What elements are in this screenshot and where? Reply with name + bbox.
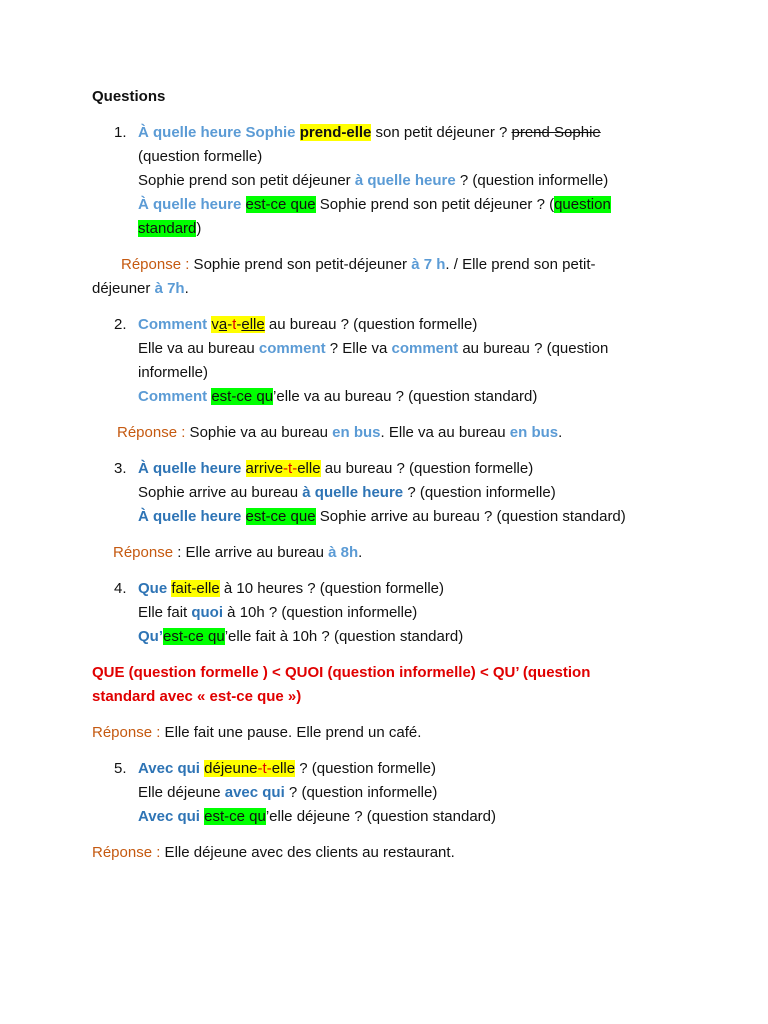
q2-standard-interrogative: Comment xyxy=(138,388,212,405)
q3-line-3 xyxy=(138,507,626,527)
q2-line-2 xyxy=(138,339,608,359)
q5-euphonic-t: -t- xyxy=(257,760,272,777)
q2-euphonic-t: t xyxy=(232,316,237,333)
q1-line-3 xyxy=(138,171,608,191)
q4-interrogative: Que xyxy=(138,580,168,597)
q1-inversion-highlight: prend-elle xyxy=(299,124,372,141)
q3-pronoun: elle xyxy=(297,460,321,477)
q5-formal-text: ? (question formelle) xyxy=(295,760,436,777)
q2-line-4 xyxy=(138,387,537,407)
q2-hyphen-1: - xyxy=(227,316,233,333)
q3-number: 3. xyxy=(114,460,127,477)
r2-text-2: . Elle va au bureau xyxy=(380,424,510,441)
q2-informal-text-2: ? Elle va xyxy=(325,340,392,357)
q1-number: 1. xyxy=(114,124,127,141)
r1-text-3: déjeuner xyxy=(92,280,155,297)
q1-standard-interrogative: À quelle heure xyxy=(138,196,246,213)
q5-pronoun: elle xyxy=(271,760,296,777)
q3-line-2 xyxy=(138,483,556,503)
q1-informal-interrogative: à quelle heure xyxy=(354,172,456,189)
q5-informal-text: Elle déjeune xyxy=(138,784,225,801)
q3-euphonic-t: -t- xyxy=(283,460,298,477)
q5-line-2 xyxy=(138,783,437,803)
q2-hyphen-2: - xyxy=(236,316,242,333)
q1-question-highlight: question xyxy=(554,196,611,213)
q1-line-4 xyxy=(138,195,611,215)
q1-line-1 xyxy=(114,123,601,143)
q4-line-3 xyxy=(138,627,463,647)
q2-line-3: informelle) xyxy=(138,364,209,381)
q4-informal-label: à 10h ? (question informelle) xyxy=(223,604,418,621)
q3-verb: arrive xyxy=(245,460,284,477)
r4-text: Elle fait une pause. Elle prend un café. xyxy=(160,724,422,741)
q2-number: 2. xyxy=(114,316,127,333)
q4-line-1 xyxy=(114,579,444,599)
r1-text-2: . / Elle prend son petit- xyxy=(445,256,596,273)
r2-line-1 xyxy=(117,423,562,443)
q5-line-3 xyxy=(138,807,496,827)
q4-line-2 xyxy=(138,603,417,623)
q3-est-ce-que-highlight: est-ce que xyxy=(245,508,316,525)
r4-line-1 xyxy=(92,723,421,743)
q5-informal-avec-qui: avec qui xyxy=(224,784,285,801)
r4-label: Réponse : xyxy=(92,724,161,741)
q1-interrogative: À quelle heure Sophie xyxy=(138,124,300,141)
r1-label: Réponse : xyxy=(121,256,190,273)
q4-est-ce-qu-highlight: est-ce qu xyxy=(163,628,225,645)
q5-est-ce-qu-highlight: est-ce qu xyxy=(204,808,266,825)
q3-informal-interrogative: à quelle heure xyxy=(302,484,404,501)
q2-est-ce-qu-highlight: est-ce qu xyxy=(211,388,274,405)
q2-informal-comment-1: comment xyxy=(258,340,326,357)
q2-pronoun: elle xyxy=(241,316,265,333)
q2-verb-a: a xyxy=(218,316,228,333)
q1-est-ce-que-highlight: est-ce que xyxy=(245,196,316,213)
q2-line-1 xyxy=(114,315,477,335)
q3-formal-text: au bureau ? (question formelle) xyxy=(320,460,534,477)
q1-strikethrough: prend Sophie xyxy=(511,124,601,141)
r5-label: Réponse : xyxy=(92,844,161,861)
q1-text: son petit déjeuner ? xyxy=(371,124,512,141)
q2-informal-text-3: au bureau ? (question xyxy=(458,340,609,357)
q5-line-1 xyxy=(114,759,436,779)
q3-standard-interrogative: À quelle heure xyxy=(138,508,246,525)
r2-text: Sophie va au bureau xyxy=(185,424,333,441)
r3-time: à 8h xyxy=(328,544,359,561)
q2-standard-text: ’elle va au bureau ? (question standard) xyxy=(273,388,538,405)
q5-informal-label: ? (question informelle) xyxy=(284,784,438,801)
rule-line-1: QUE (question formelle ) < QUOI (question informelle) < QU’ (question xyxy=(92,664,591,681)
q2-informal-text: Elle va au bureau xyxy=(138,340,259,357)
q3-informal-label: ? (question informelle) xyxy=(403,484,556,501)
q3-standard-text: Sophie arrive au bureau ? (question standard) xyxy=(315,508,626,525)
q5-number: 5. xyxy=(114,760,127,777)
r3-period: . xyxy=(358,544,363,561)
q5-standard-interrogative: Avec qui xyxy=(138,808,205,825)
q4-standard-text: ’elle fait à 10h ? (question standard) xyxy=(224,628,464,645)
q4-informal-quoi: quoi xyxy=(191,604,224,621)
r5-line-1 xyxy=(92,843,455,863)
r1-time-2: à 7h xyxy=(154,280,185,297)
r2-bus-2: en bus xyxy=(509,424,559,441)
q5-interrogative: Avec qui xyxy=(138,760,205,777)
r2-label: Réponse : xyxy=(117,424,186,441)
q1-line-5 xyxy=(138,219,201,239)
q4-number: 4. xyxy=(114,580,127,597)
q1-informal-text: Sophie prend son petit déjeuner xyxy=(138,172,355,189)
q3-interrogative: À quelle heure xyxy=(138,460,246,477)
r1-time: à 7 h xyxy=(411,256,446,273)
q2-informal-comment-2: comment xyxy=(391,340,459,357)
r2-bus-1: en bus xyxy=(332,424,381,441)
r3-line-1 xyxy=(113,543,362,563)
q1-close-paren: ) xyxy=(196,220,202,237)
q4-formal-text: à 10 heures ? (question formelle) xyxy=(219,580,445,597)
r2-period: . xyxy=(558,424,563,441)
r5-text: Elle déjeune avec des clients au restaurant. xyxy=(160,844,455,861)
q4-standard-qu: Qu’ xyxy=(138,628,163,645)
q2-formal-text: au bureau ? (question formelle) xyxy=(264,316,478,333)
q1-informal-label: ? (question informelle) xyxy=(455,172,609,189)
q1-line-2: (question formelle) xyxy=(138,148,263,165)
r1-line-2 xyxy=(92,279,189,299)
q3-informal-text: Sophie arrive au bureau xyxy=(138,484,303,501)
q4-inversion-highlight: fait-elle xyxy=(171,580,220,597)
q1-standard-highlight: standard xyxy=(138,220,197,237)
r1-period: . xyxy=(184,280,189,297)
r3-text: : Elle arrive au bureau xyxy=(173,544,329,561)
q1-standard-text: Sophie prend son petit déjeuner ? ( xyxy=(315,196,555,213)
q3-line-1 xyxy=(114,459,533,479)
r1-line-1 xyxy=(121,255,596,275)
q5-verb: déjeune xyxy=(204,760,258,777)
q2-interrogative: Comment xyxy=(138,316,212,333)
rule-line-2: standard avec « est-ce que ») xyxy=(92,688,302,705)
r3-label: Réponse xyxy=(113,544,174,561)
q2-verb-v: v xyxy=(211,316,219,333)
q4-informal-text: Elle fait xyxy=(138,604,192,621)
q5-standard-text: ’elle déjeune ? (question standard) xyxy=(265,808,496,825)
page-heading: Questions xyxy=(92,88,166,105)
r1-text: Sophie prend son petit-déjeuner xyxy=(189,256,412,273)
